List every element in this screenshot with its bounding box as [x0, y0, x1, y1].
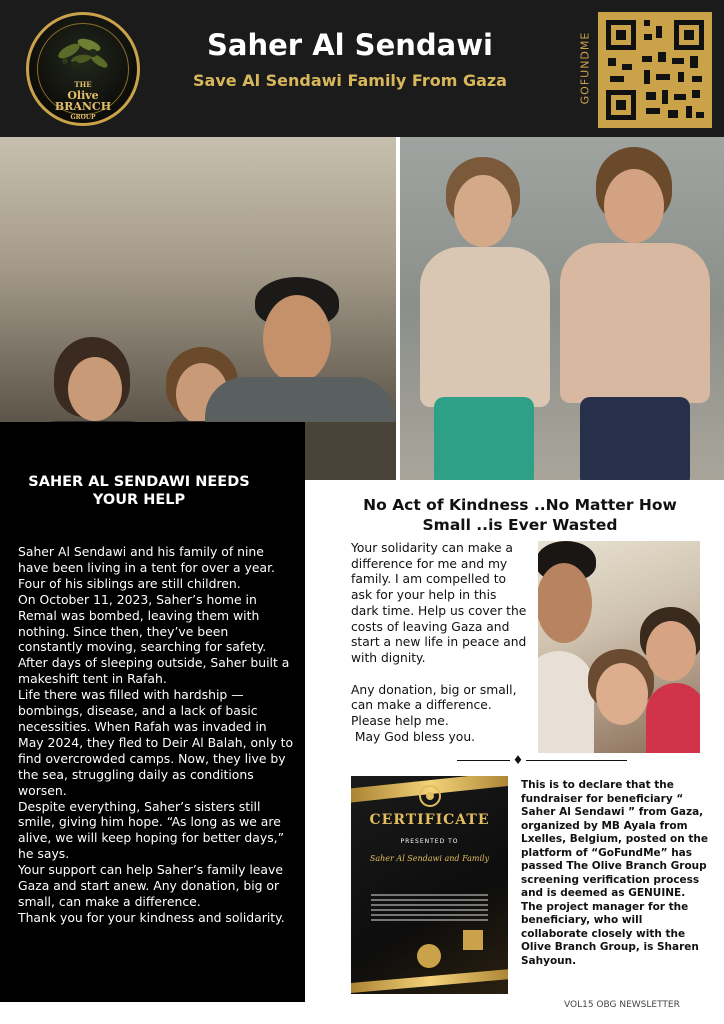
- newsletter-footer: VOL15 OBG NEWSLETTER: [564, 1000, 680, 1010]
- kindness-paragraph: Any donation, big or small, can make a difference.: [351, 682, 517, 713]
- kindness-paragraph: Please help me.: [351, 714, 449, 729]
- gofundme-label: [576, 18, 594, 118]
- story-heading: SAHER AL SENDAWI NEEDS YOUR HELP: [28, 474, 250, 508]
- family-photo: [0, 137, 396, 422]
- story-paragraph: On October 11, 2023, Saher’s home in Remal was bombed, leaving them with nothing. Since then, they’ve been constantly moving, searching for safety. After days of sleeping outside, Saher built a makeshift tent in Rafah.: [18, 591, 290, 687]
- story-paragraph: Your support can help Saher’s family leave Gaza and start anew. Any donation, big or small, can make a difference.: [18, 862, 283, 909]
- kindness-body: [351, 541, 527, 745]
- story-paragraph: Despite everything, Saher’s sisters still smile, giving him hope. “As long as we are alive, we will keep hoping for better days,” he says.: [18, 798, 285, 862]
- certificate-fine-print: [371, 894, 488, 924]
- story-paragraph: Life there was filled with hardship — bombings, disease, and a lack of basic necessities. When Rafah was invaded in May 2024, they fled to Deir Al Balah, only to find overcrowded camps. Now, they live by the sea, struggling daily as conditions worsen.: [18, 687, 294, 798]
- certificate-qr-icon: [463, 930, 483, 950]
- certificate-ribbon: [351, 968, 508, 994]
- sisters-photo: [400, 137, 724, 480]
- certificate-seal-icon: [417, 944, 441, 968]
- certificate-image: [351, 776, 508, 994]
- kindness-paragraph: May God bless you.: [351, 729, 476, 744]
- family-photo-lower: [305, 422, 396, 480]
- qr-code-icon: [598, 12, 712, 128]
- ornament-icon: ♦: [510, 752, 526, 768]
- declaration-text: This is to declare that the fundraiser for beneficiary “ Saher Al Sendawi ” from Gaza, organized by MB Ayala from Lxelles, Belgium, posted on the platform of “GoFundMe” has passed The Olive Branch Group screening verification process and is deemed as GENUINE. The project manager for the beneficiary, who will collaborate closely with the Olive Branch Group, is Sharen Sahyoun.: [521, 779, 708, 967]
- certificate-presented: PRESENTED TO: [400, 838, 459, 845]
- logo-line-1: THE: [74, 80, 92, 89]
- certificate-recipient: Saher Al Sendawi and Family: [369, 854, 490, 863]
- olive-leaves-icon: [29, 21, 137, 81]
- kindness-title: No Act of Kindness ..No Matter How Small ..is Ever Wasted: [363, 496, 677, 534]
- logo-line-2: Olive: [67, 89, 99, 102]
- logo-line-4: GROUP: [70, 114, 96, 121]
- logo-text: [29, 79, 137, 123]
- certificate-title: CERTIFICATE: [369, 812, 490, 828]
- page-title: Saher Al Sendawi: [207, 28, 493, 62]
- selfie-photo: [538, 541, 700, 753]
- logo-line-3: BRANCH: [54, 100, 112, 113]
- story-paragraph: Saher Al Sendawi and his family of nine have been living in a tent for over a year. Four of his siblings are still children.: [18, 544, 275, 591]
- story-panel: [0, 422, 305, 1002]
- gofundme-text: GOFUNDME: [578, 31, 592, 105]
- header-banner: [0, 0, 724, 137]
- laurel-icon: [415, 784, 445, 808]
- story-paragraph: Thank you for your kindness and solidarity.: [18, 909, 285, 925]
- section-divider: [457, 760, 627, 761]
- qr-code[interactable]: [598, 12, 712, 128]
- story-body: [18, 544, 294, 926]
- page-subtitle: Save Al Sendawi Family From Gaza: [193, 71, 507, 90]
- kindness-paragraph: Your solidarity can make a difference for me and my family. I am compelled to ask for your help in this dark time. Help us cover the costs of leaving Gaza and start a new life in peace and with dignity.: [351, 541, 527, 665]
- olive-branch-logo: [26, 12, 140, 126]
